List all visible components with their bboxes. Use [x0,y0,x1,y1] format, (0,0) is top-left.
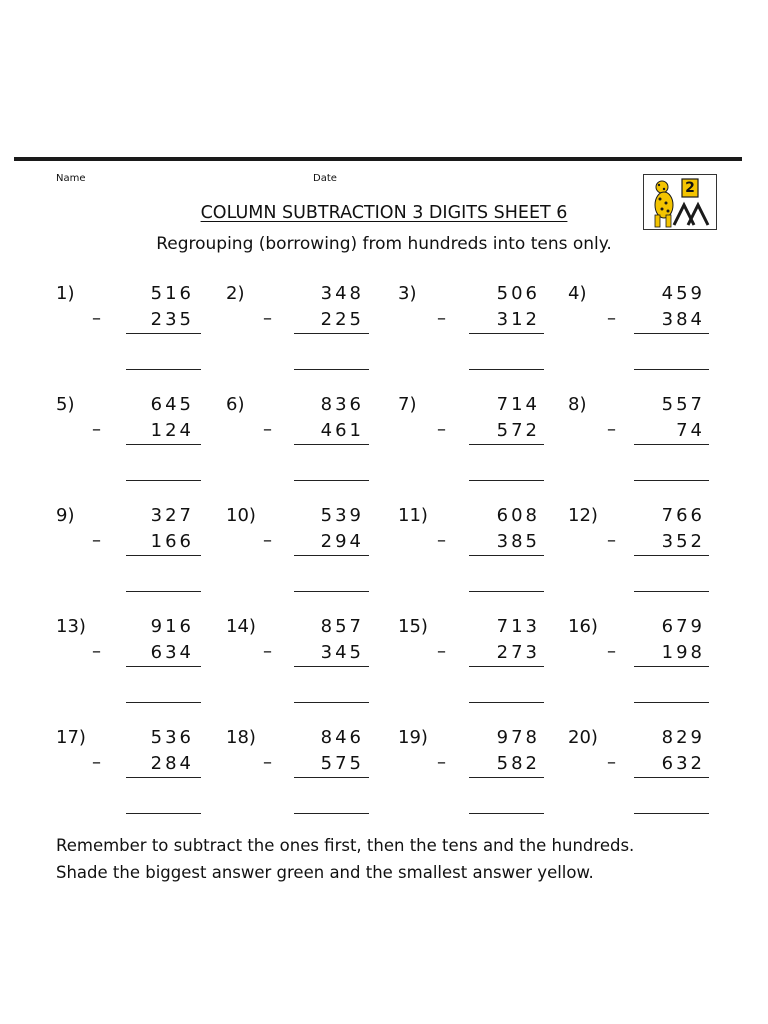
problem [568,283,738,373]
problem [398,283,568,373]
problem-number: 6) [226,394,245,415]
subtraction-line [634,666,709,667]
subtraction-line [294,333,369,334]
problem-number: 18) [226,727,256,748]
problem-number: 3) [398,283,417,304]
minuend: 645 [150,394,194,415]
problem [56,727,226,817]
minus-sign: – [92,641,101,662]
subtrahend: 284 [150,753,194,774]
problem-number: 17) [56,727,86,748]
answer-line[interactable] [294,369,369,370]
minuend: 506 [496,283,540,304]
name-label: Name [56,173,86,184]
subtraction-line [294,666,369,667]
minuend: 536 [150,727,194,748]
problem [56,616,226,706]
answer-line[interactable] [634,813,709,814]
subtraction-line [634,777,709,778]
answer-line[interactable] [126,813,201,814]
minus-sign: – [607,419,616,440]
answer-line[interactable] [126,480,201,481]
problem-number: 14) [226,616,256,637]
subtrahend: 384 [661,309,705,330]
problem [568,727,738,817]
problem [398,616,568,706]
problem-number: 8) [568,394,587,415]
minuend: 714 [496,394,540,415]
answer-line[interactable] [126,591,201,592]
logo-image [644,175,716,229]
problem-number: 20) [568,727,598,748]
answer-line[interactable] [126,369,201,370]
minuend: 857 [320,616,364,637]
problem-number: 19) [398,727,428,748]
problem [56,505,226,595]
subtrahend: 345 [320,642,364,663]
subtraction-line [634,333,709,334]
subtraction-line [469,666,544,667]
subtraction-line [294,777,369,778]
problem-number: 4) [568,283,587,304]
subtrahend: 385 [496,531,540,552]
answer-line[interactable] [634,591,709,592]
answer-line[interactable] [469,369,544,370]
subtraction-line [126,666,201,667]
minus-sign: – [92,752,101,773]
subtraction-line [294,555,369,556]
subtraction-line [634,444,709,445]
problem [568,616,738,706]
minuend: 836 [320,394,364,415]
subtrahend: 352 [661,531,705,552]
problem-number: 7) [398,394,417,415]
minus-sign: – [607,308,616,329]
minuend: 516 [150,283,194,304]
worksheet-subtitle: Regrouping (borrowing) from hundreds into tens only. [156,234,612,254]
subtrahend: 124 [150,420,194,441]
problem [226,505,396,595]
problem-number: 2) [226,283,245,304]
top-rule [14,157,742,161]
subtrahend: 294 [320,531,364,552]
problem-number: 10) [226,505,256,526]
subtrahend: 74 [676,420,705,441]
problem [226,727,396,817]
minus-sign: – [437,752,446,773]
problem-number: 1) [56,283,75,304]
problem [226,394,396,484]
subtraction-line [634,555,709,556]
minuend: 766 [661,505,705,526]
answer-line[interactable] [634,702,709,703]
minuend: 608 [496,505,540,526]
minus-sign: – [263,419,272,440]
minus-sign: – [263,308,272,329]
minuend: 327 [150,505,194,526]
worksheet-title: COLUMN SUBTRACTION 3 DIGITS SHEET 6 [200,203,568,223]
subtrahend: 461 [320,420,364,441]
answer-line[interactable] [126,702,201,703]
problem [568,505,738,595]
subtraction-line [126,777,201,778]
subtraction-line [469,555,544,556]
minus-sign: – [437,641,446,662]
subtraction-line [126,444,201,445]
subtrahend: 582 [496,753,540,774]
subtraction-line [126,333,201,334]
problem [226,616,396,706]
subtrahend: 225 [320,309,364,330]
minus-sign: – [607,641,616,662]
minus-sign: – [437,308,446,329]
minus-sign: – [92,419,101,440]
logo [643,174,717,230]
problem-number: 5) [56,394,75,415]
minuend: 557 [661,394,705,415]
minuend: 978 [496,727,540,748]
answer-line[interactable] [634,480,709,481]
subtrahend: 634 [150,642,194,663]
answer-line[interactable] [469,813,544,814]
problem-number: 13) [56,616,86,637]
subtraction-line [469,444,544,445]
instruction-line-2: Shade the biggest answer green and the smallest answer yellow. [56,863,594,882]
minuend: 713 [496,616,540,637]
answer-line[interactable] [294,702,369,703]
problem-number: 12) [568,505,598,526]
answer-line[interactable] [634,369,709,370]
problem-number: 11) [398,505,428,526]
minus-sign: – [92,308,101,329]
minuend: 829 [661,727,705,748]
answer-line[interactable] [294,591,369,592]
subtraction-line [469,333,544,334]
subtrahend: 166 [150,531,194,552]
answer-line[interactable] [469,591,544,592]
answer-line[interactable] [469,702,544,703]
subtrahend: 572 [496,420,540,441]
problem [398,727,568,817]
minuend: 679 [661,616,705,637]
problem-number: 16) [568,616,598,637]
logo-number: 2 [685,180,695,196]
problem [226,283,396,373]
problem [56,394,226,484]
subtrahend: 575 [320,753,364,774]
problem-number: 15) [398,616,428,637]
problem [56,283,226,373]
subtrahend: 312 [496,309,540,330]
answer-line[interactable] [294,813,369,814]
problem-number: 9) [56,505,75,526]
minus-sign: – [607,752,616,773]
minus-sign: – [92,530,101,551]
subtraction-line [126,555,201,556]
minuend: 846 [320,727,364,748]
subtraction-line [469,777,544,778]
answer-line[interactable] [469,480,544,481]
minus-sign: – [263,752,272,773]
problem [398,394,568,484]
minuend: 539 [320,505,364,526]
subtrahend: 235 [150,309,194,330]
subtrahend: 273 [496,642,540,663]
problem [568,394,738,484]
subtraction-line [294,444,369,445]
instructions [56,832,634,886]
problem [398,505,568,595]
minus-sign: – [263,530,272,551]
minus-sign: – [437,530,446,551]
minuend: 459 [661,283,705,304]
minus-sign: – [437,419,446,440]
minus-sign: – [607,530,616,551]
minuend: 348 [320,283,364,304]
subtrahend: 632 [661,753,705,774]
answer-line[interactable] [294,480,369,481]
minuend: 916 [150,616,194,637]
date-label: Date [313,173,337,184]
minus-sign: – [263,641,272,662]
subtrahend: 198 [661,642,705,663]
instruction-line-1: Remember to subtract the ones first, then the tens and the hundreds. [56,836,635,855]
